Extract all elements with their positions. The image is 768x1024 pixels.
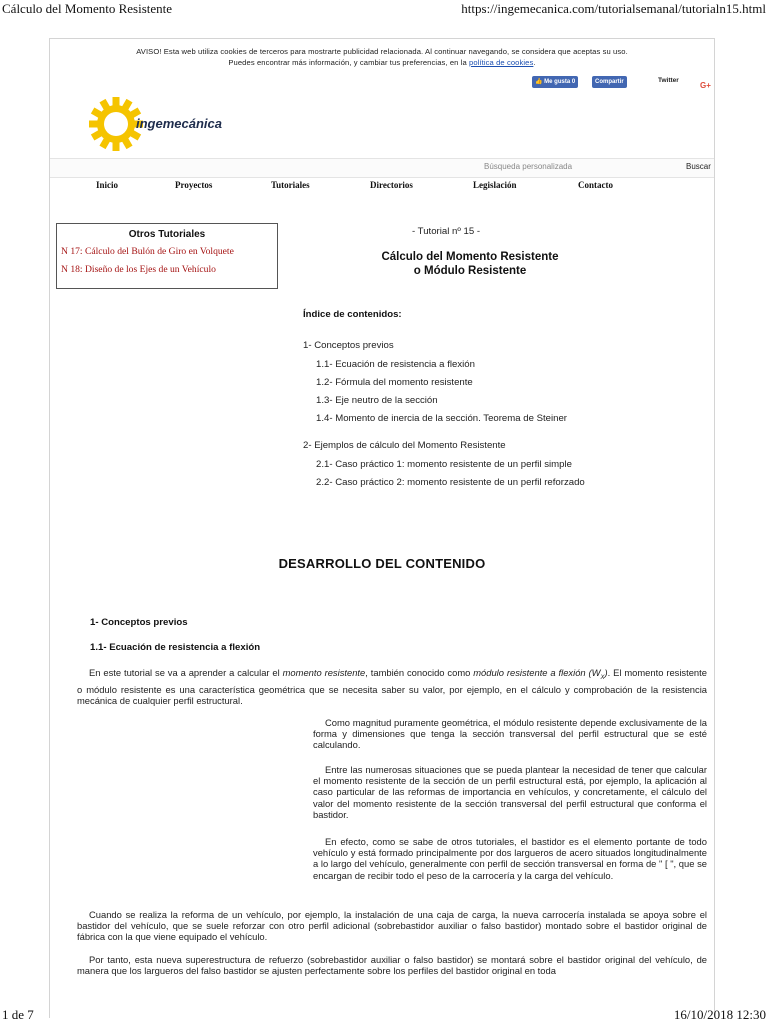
- search-bar: [50, 158, 714, 178]
- index-item-1-3[interactable]: 1.3- Eje neutro de la sección: [316, 395, 438, 406]
- index-item-1-4[interactable]: 1.4- Momento de inercia de la sección. Teorema de Steiner: [316, 413, 567, 424]
- facebook-like-label: Me gusta 0: [544, 79, 576, 85]
- twitter-button[interactable]: Twitter: [658, 77, 679, 84]
- paragraph-magnitud: [313, 717, 707, 751]
- intro-text-d: módulo resistente a flexión (W: [473, 667, 601, 678]
- index-title: Índice de contenidos:: [303, 309, 402, 320]
- index-item-1-1[interactable]: 1.1- Ecuación de resistencia a flexión: [316, 359, 475, 370]
- logo-wordmark: ingemecánica: [136, 116, 222, 131]
- nav-item-proyectos[interactable]: Proyectos: [175, 180, 213, 190]
- paragraph-bastidor-text: En efecto, como se sabe de otros tutoriales, el bastidor es el elemento portante de todo vehículo y está formado principalmente por dos largueros de acero situados longitudinalmente a lo largo del vehículo, generalmente con perfil de sección transversal en forma de " [ ", que se encargan de recibir todo el peso de la carrocería y la carga del vehículo.: [313, 836, 707, 881]
- main-nav: [50, 180, 714, 194]
- facebook-share-button[interactable]: Compartir: [592, 76, 627, 88]
- cookie-notice: [50, 46, 714, 68]
- paragraph-magnitud-text: Como magnitud puramente geométrica, el módulo resistente depende exclusivamente de la forma y dimensiones que tenga la sección transversal del perfil estructural que se esté calculando.: [313, 717, 707, 751]
- print-date: 16/10/2018 12:30: [673, 1007, 766, 1022]
- paragraph-reforma: [77, 909, 707, 943]
- search-button[interactable]: Buscar: [686, 162, 711, 171]
- paragraph-situaciones: [313, 764, 707, 820]
- cookie-policy-link[interactable]: política de cookies: [469, 58, 534, 67]
- intro-text-a: En este tutorial se va a aprender a calcular el: [89, 667, 283, 678]
- paragraph-superestructura: [77, 954, 707, 976]
- paragraph-superestructura-text: Por tanto, esta nueva superestructura de refuerzo (sobrebastidor auxiliar o falso bastidor) se montará sobre el bastidor original del vehículo, de manera que los largueros del falso bastidor se ajusten perfectamente sobre los perfiles del bastidor original en toda: [77, 954, 707, 977]
- print-page-title: Cálculo del Momento Resistente: [2, 1, 173, 16]
- google-plus-icon[interactable]: G+: [700, 81, 711, 90]
- tutorial-link-18[interactable]: N 18: Diseño de los Ejes de un Vehículo: [61, 264, 216, 275]
- cookie-notice-text: Puedes encontrar más información, y cambiar tus preferencias, en la: [228, 58, 467, 67]
- cookie-notice-line1: AVISO! Esta web utiliza cookies de terceros para mostrarte publicidad relacionada. Al continuar navegando, se considera que aceptas su uso.: [136, 47, 628, 56]
- nav-item-directorios[interactable]: Directorios: [370, 180, 413, 190]
- intro-text-subscript: X: [600, 674, 605, 681]
- cookie-notice-line2: [50, 57, 714, 68]
- index-item-2-2[interactable]: 2.2- Caso práctico 2: momento resistente de un perfil reforzado: [316, 477, 585, 488]
- print-page-url: https://ingemecanica.com/tutorialsemanal/tutorialn15.html: [461, 1, 766, 16]
- print-page-number: 1 de 7: [2, 1007, 34, 1022]
- page-title-line2: o Módulo Resistente: [413, 265, 527, 277]
- heading-ecuacion-flexion: 1.1- Ecuación de resistencia a flexión: [90, 642, 261, 653]
- nav-item-legislacion[interactable]: Legislación: [473, 180, 517, 190]
- index-item-2[interactable]: 2- Ejemplos de cálculo del Momento Resistente: [303, 440, 506, 451]
- tutorial-number: - Tutorial nº 15 -: [412, 226, 481, 237]
- paragraph-bastidor: [313, 836, 707, 881]
- site-logo[interactable]: [86, 94, 256, 156]
- search-input[interactable]: Búsqueda personalizada: [484, 162, 573, 171]
- other-tutorials-box: [56, 223, 278, 289]
- section-title-desarrollo: DESARROLLO DEL CONTENIDO: [278, 556, 486, 571]
- nav-item-contacto[interactable]: Contacto: [578, 180, 613, 190]
- intro-text-f: . El momento resistente o módulo resistente es una característica geométrica que se necesita saber su valor, por ejemplo, en el cálculo y comprobación de la resistencia mecánica de cualquier perfil estructural.: [77, 667, 707, 707]
- paragraph-situaciones-text: Entre las numerosas situaciones que se pueda plantear la necesidad de tener que calcular el momento resistente de la sección de un perfil estructural está, por ejemplo, la aplicación al caso particular de las reformas de importancia en vehículos, y concretamente, el cálculo del valor del momento resistente de la sección transversal del perfil estructural que conforma el bastidor.: [313, 764, 707, 820]
- intro-text-c: , también conocido como: [365, 667, 474, 678]
- thumb-up-icon: 👍: [535, 79, 543, 85]
- tutorial-link-17[interactable]: N 17: Cálculo del Bulón de Giro en Volquete: [61, 246, 234, 257]
- intro-text-momento: momento resistente: [282, 667, 366, 678]
- nav-item-inicio[interactable]: Inicio: [96, 180, 119, 190]
- index-item-1-2[interactable]: 1.2- Fórmula del momento resistente: [316, 377, 473, 388]
- nav-item-tutoriales[interactable]: Tutoriales: [271, 180, 310, 190]
- other-tutorials-heading: Otros Tutoriales: [128, 229, 206, 240]
- index-item-2-1[interactable]: 2.1- Caso práctico 1: momento resistente de un perfil simple: [316, 459, 572, 470]
- intro-text-modulo: [473, 667, 608, 681]
- web-page: [49, 38, 715, 1018]
- paragraph-reforma-text: Cuando se realiza la reforma de un vehículo, por ejemplo, la instalación de una caja de carga, la nueva carrocería instalada se apoya sobre el bastidor del vehículo, que se suele reforzar con otro perfil adicional (sobrebastidor auxiliar o falso bastidor) montado sobre el bastidor original de fábrica con la que viene equipado el vehículo.: [77, 909, 707, 943]
- cookie-notice-end: .: [533, 58, 536, 67]
- page-title-line1: Cálculo del Momento Resistente: [381, 251, 559, 263]
- heading-conceptos-previos: 1- Conceptos previos: [90, 617, 188, 628]
- intro-text-e: ): [604, 667, 608, 678]
- index-item-1[interactable]: 1- Conceptos previos: [303, 340, 394, 351]
- facebook-like-button[interactable]: [532, 76, 578, 88]
- paragraph-intro: [77, 667, 707, 706]
- paragraph-intro-text: [77, 667, 707, 706]
